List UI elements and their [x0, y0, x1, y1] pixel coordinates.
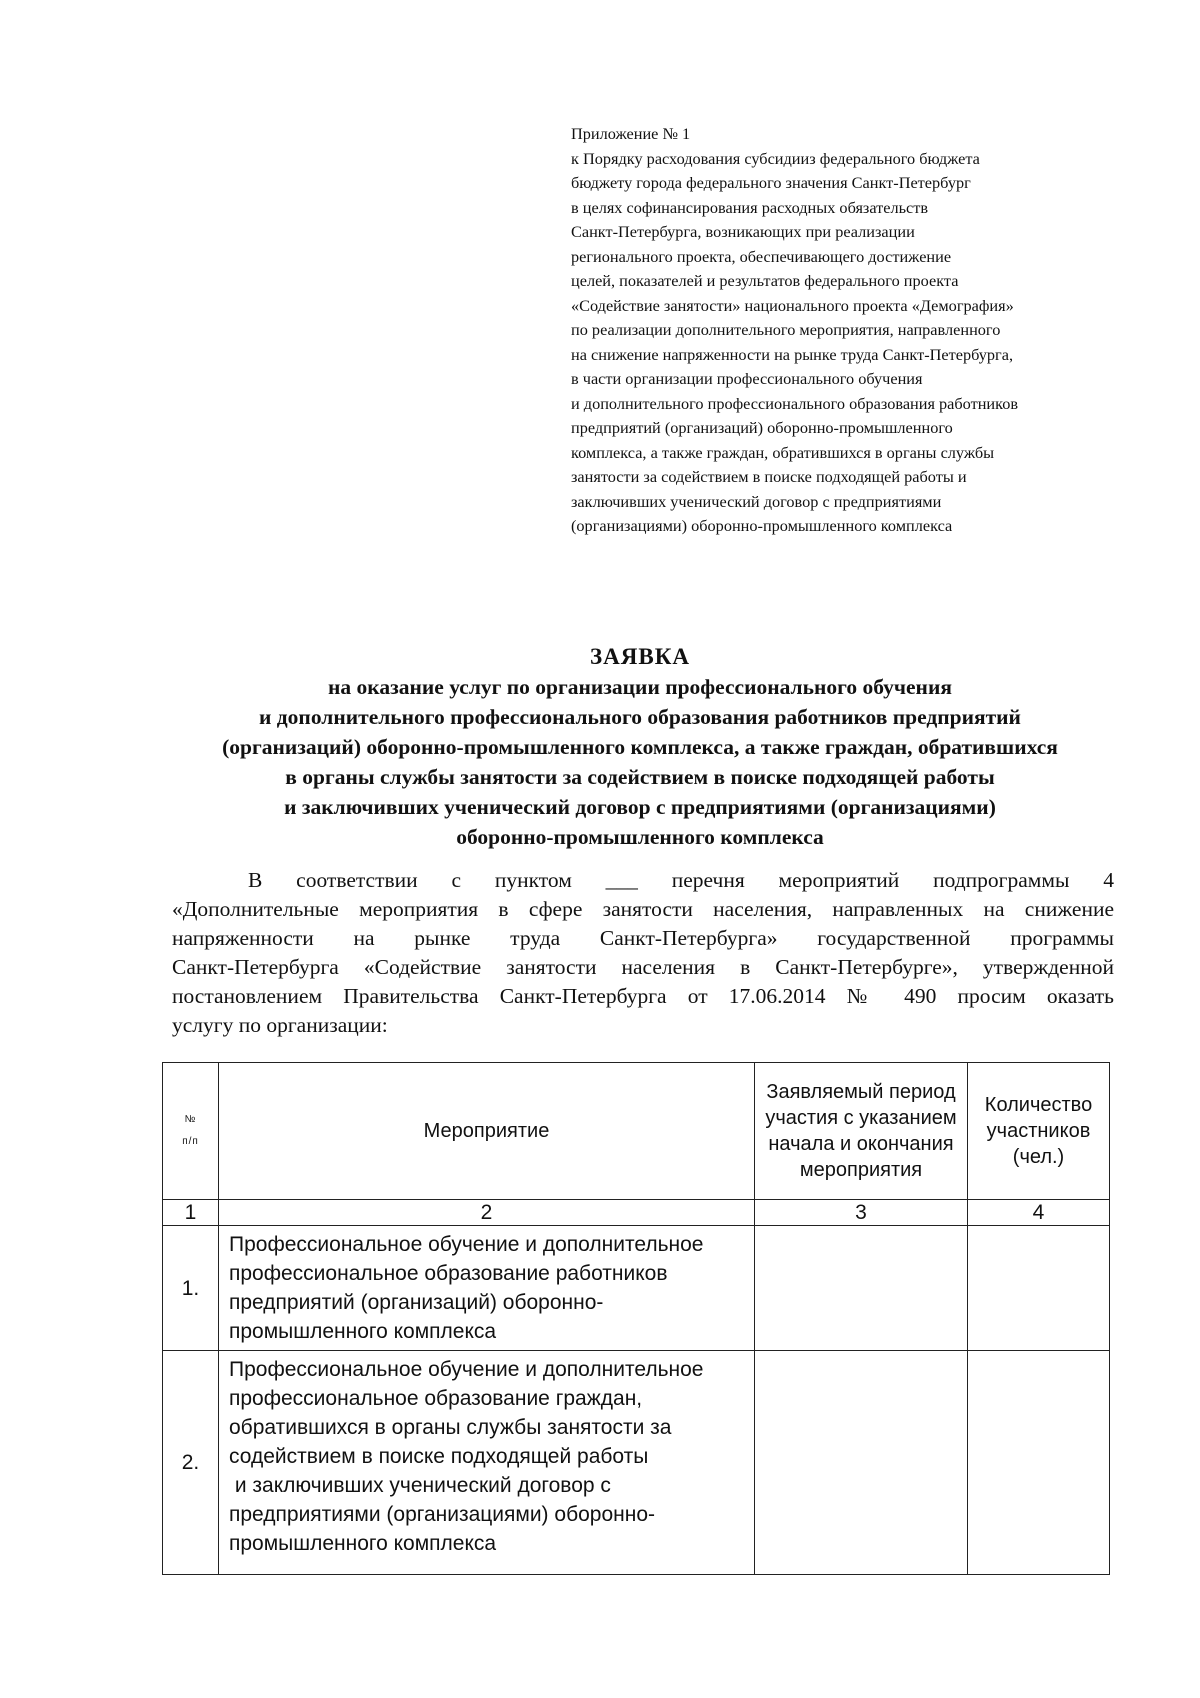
activity-line: предприятиями (организациями) оборонно-	[229, 1503, 655, 1526]
row-count-cell[interactable]	[968, 1226, 1110, 1351]
intro-line: Санкт-Петербурга «Содействие занятости населения в Санкт-Петербурге», утвержденной	[172, 955, 1114, 979]
header-number-abbr: п/п	[182, 1136, 199, 1147]
appendix-line: в целях софинансирования расходных обязательств	[571, 197, 929, 217]
appendix-line: заключивших ученический договор с предприятиями	[571, 491, 942, 511]
appendix-line: занятости за содействием в поиске подходящей работы и	[571, 467, 967, 486]
header-number-symbol: №	[184, 1114, 197, 1125]
header-number	[163, 1063, 219, 1200]
appendix-line: и дополнительного профессионального образования работников	[571, 393, 1019, 413]
appendix-line: предприятий (организаций) оборонно-промышленного	[571, 418, 953, 437]
intro-line: услугу по организации:	[172, 1013, 388, 1037]
intro-paragraph	[172, 866, 1114, 1040]
column-number: 4	[968, 1200, 1110, 1226]
activity-line: профессиональное образование граждан,	[229, 1387, 643, 1410]
row-number: 2.	[163, 1351, 219, 1575]
column-number-row	[163, 1200, 1110, 1226]
activity-line: обратившихся в органы службы занятости за	[229, 1416, 672, 1439]
row-period-cell[interactable]	[755, 1351, 968, 1575]
title-line: в органы службы занятости за содействием в поиске подходящей работы	[285, 765, 995, 789]
document-title	[120, 642, 1160, 852]
activity-line: промышленного комплекса	[229, 1320, 497, 1343]
activity-line: предприятий (организаций) оборонно-	[229, 1291, 604, 1314]
row-number: 1.	[163, 1226, 219, 1351]
header-activity: Мероприятие	[219, 1063, 755, 1200]
intro-line: «Дополнительные мероприятия в сфере занятости населения, направленных на снижение	[172, 897, 1114, 921]
activity-line: содействием в поиске подходящей работы	[229, 1445, 649, 1468]
activity-line: профессиональное образование работников	[229, 1262, 668, 1285]
intro-line: напряженности на рынке труда Санкт-Петербурга» государственной программы	[172, 926, 1114, 950]
appendix-line: бюджету города федерального значения Санкт-Петербург	[571, 173, 971, 192]
appendix-line: к Порядку расходования субсидииз федерального бюджета	[571, 148, 980, 168]
title-line: и дополнительного профессионального образования работников предприятий	[259, 705, 1021, 729]
appendix-line: по реализации дополнительного мероприятия, направленного	[571, 320, 1001, 339]
column-number: 1	[163, 1200, 219, 1226]
table-row	[163, 1226, 1110, 1351]
row-activity	[219, 1351, 755, 1575]
column-number: 2	[219, 1200, 755, 1226]
intro-line: В соответствии с пунктом ___ перечня мероприятий подпрограммы 4	[248, 868, 1114, 892]
appendix-line: целей, показателей и результатов федерального проекта	[571, 271, 959, 290]
row-count-cell[interactable]	[968, 1351, 1110, 1575]
column-number: 3	[755, 1200, 968, 1226]
table-header-row	[163, 1063, 1110, 1200]
row-activity	[219, 1226, 755, 1351]
appendix-line: Приложение № 1	[571, 124, 691, 143]
appendix-line: Санкт-Петербурга, возникающих при реализации	[571, 222, 915, 241]
appendix-line: в части организации профессионального обучения	[571, 369, 923, 388]
appendix-line: регионального проекта, обеспечивающего достижение	[571, 246, 952, 266]
activity-line: Профессиональное обучение и дополнительное	[229, 1233, 704, 1256]
row-period-cell[interactable]	[755, 1226, 968, 1351]
appendix-line: на снижение напряженности на рынке труда Санкт-Петербурга,	[571, 344, 1014, 364]
intro-line: постановлением Правительства Санкт-Петербурга от 17.06.2014 № 490 просим оказать	[172, 984, 1114, 1008]
table-row	[163, 1351, 1110, 1575]
title-line: на оказание услуг по организации профессионального обучения	[328, 675, 952, 699]
application-table	[162, 1062, 1110, 1575]
appendix-line: комплекса, а также граждан, обратившихся в органы службы	[571, 442, 995, 462]
header-period: Заявляемый период участия с указанием начала и окончания мероприятия	[755, 1063, 968, 1200]
title-line: оборонно-промышленного комплекса	[456, 825, 824, 849]
header-count: Количество участников (чел.)	[968, 1063, 1110, 1200]
activity-line: и заключивших ученический договор с	[229, 1474, 611, 1497]
activity-line: Профессиональное обучение и дополнительное	[229, 1358, 704, 1381]
appendix-block	[571, 122, 1131, 539]
appendix-line: «Содействие занятости» национального проекта «Демография»	[571, 295, 1014, 315]
appendix-line: (организациями) оборонно-промышленного комплекса	[571, 516, 953, 535]
title-main: ЗАЯВКА	[590, 644, 690, 669]
activity-line: промышленного комплекса	[229, 1532, 497, 1555]
title-line: и заключивших ученический договор с предприятиями (организациями)	[284, 795, 996, 819]
title-line: (организаций) оборонно-промышленного комплекса, а также граждан, обратившихся	[222, 735, 1058, 759]
